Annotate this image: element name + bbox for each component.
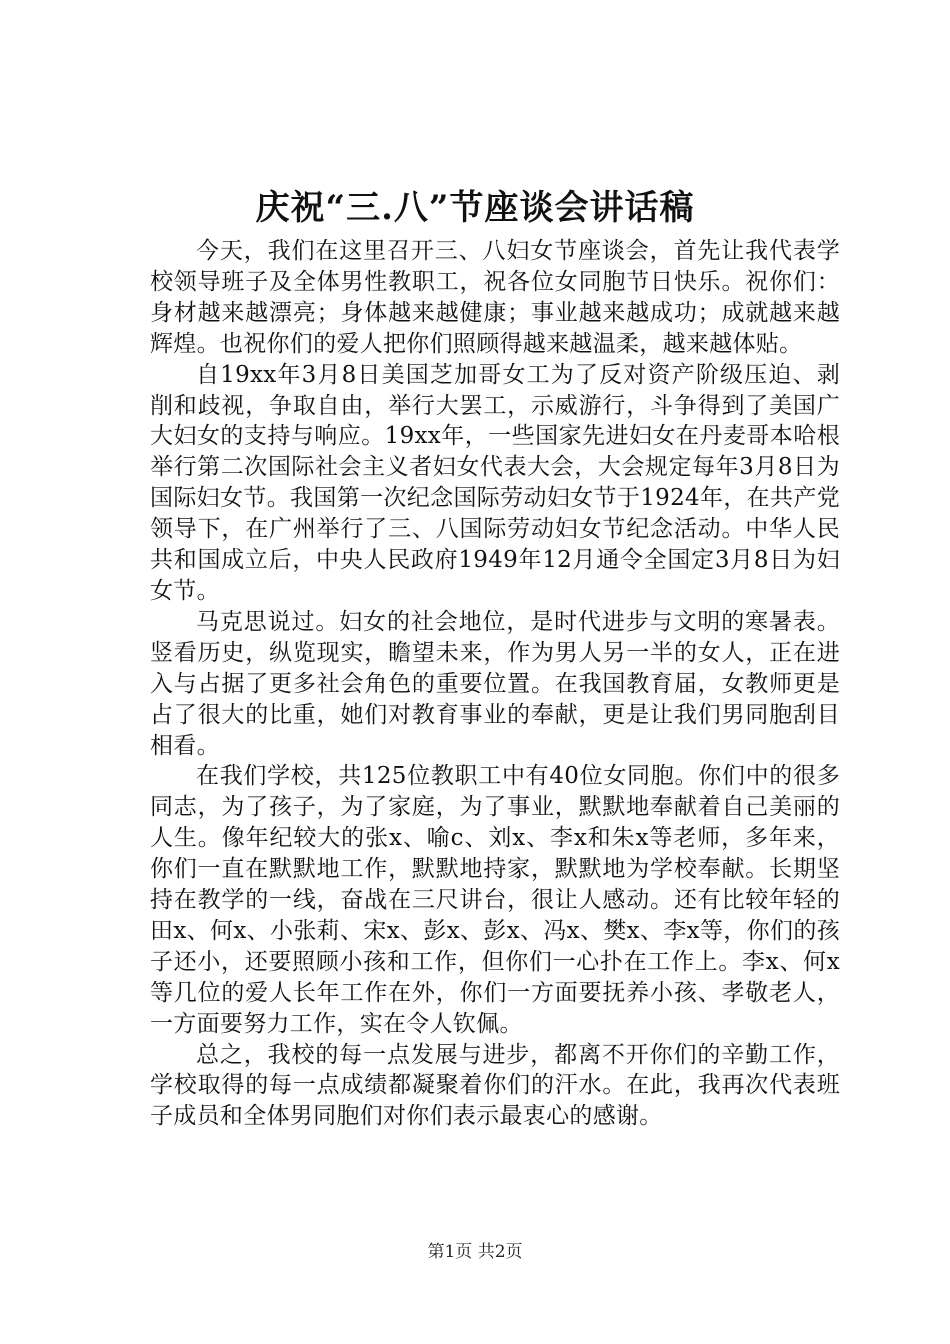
paragraph-marx-quote: 马克思说过。妇女的社会地位，是时代进步与文明的寒暑表。竖看历史，纵览现实，瞻望未来，作为男人另一半的女人，正在进入与占据了更多社会角色的重要位置。在我国教育届，女教师更是占了很大的比重，她们对教育事业的奉献，更是让我们男同胞刮目相看。: [150, 608, 840, 759]
document-body: [150, 236, 840, 1132]
paragraph-opening: 今天，我们在这里召开三、八妇女节座谈会，首先让我代表学校领导班子及全体男性教职工，祝各位女同胞节日快乐。祝你们：身材越来越漂亮；身体越来越健康；事业越来越成功；成就越来越辉煌。也祝你们的爱人把你们照顾得越来越温柔，越来越体贴。: [150, 238, 840, 357]
page-number-footer: 第1页 共2页: [427, 1242, 523, 1262]
paragraph-closing: 总之，我校的每一点发展与进步，都离不开你们的辛勤工作，学校取得的每一点成绩都凝聚着你们的汗水。在此，我再次代表班子成员和全体男同胞们对你们表示最衷心的感谢。: [150, 1041, 840, 1130]
paragraph-school-staff: 在我们学校，共125位教职工中有40位女同胞。你们中的很多同志，为了孩子，为了家庭，为了事业，默默地奉献着自己美丽的人生。像年纪较大的张x、喻c、刘x、李x和朱x等老师，多年来，你们一直在默默地工作，默默地持家，默默地为学校奉献。长期坚持在教学的一线，奋战在三尺讲台，很让人感动。还有比较年轻的田x、何x、小张莉、宋x、彭x、彭x、冯x、樊x、李x等，你们的孩子还小，还要照顾小孩和工作，但你们一心扑在工作上。李x、何x等几位的爱人长年工作在外，你们一方面要抚养小孩、孝敬老人，一方面要努力工作，实在令人钦佩。: [150, 763, 840, 1037]
document-title: 庆祝“三.八”节座谈会讲话稿: [255, 188, 695, 228]
paragraph-history: 自19xx年3月8日美国芝加哥女工为了反对资产阶级压迫、剥削和歧视，争取自由，举行大罢工，示威游行，斗争得到了美国广大妇女的支持与响应。19xx年，一些国家先进妇女在丹麦哥本哈根举行第二次国际社会主义者妇女代表大会，大会规定每年3月8日为国际妇女节。我国第一次纪念国际劳动妇女节于1924年，在共产党领导下，在广州举行了三、八国际劳动妇女节纪念活动。中华人民共和国成立后，中央人民政府1949年12月通令全国定3月8日为妇女节。: [150, 361, 840, 604]
